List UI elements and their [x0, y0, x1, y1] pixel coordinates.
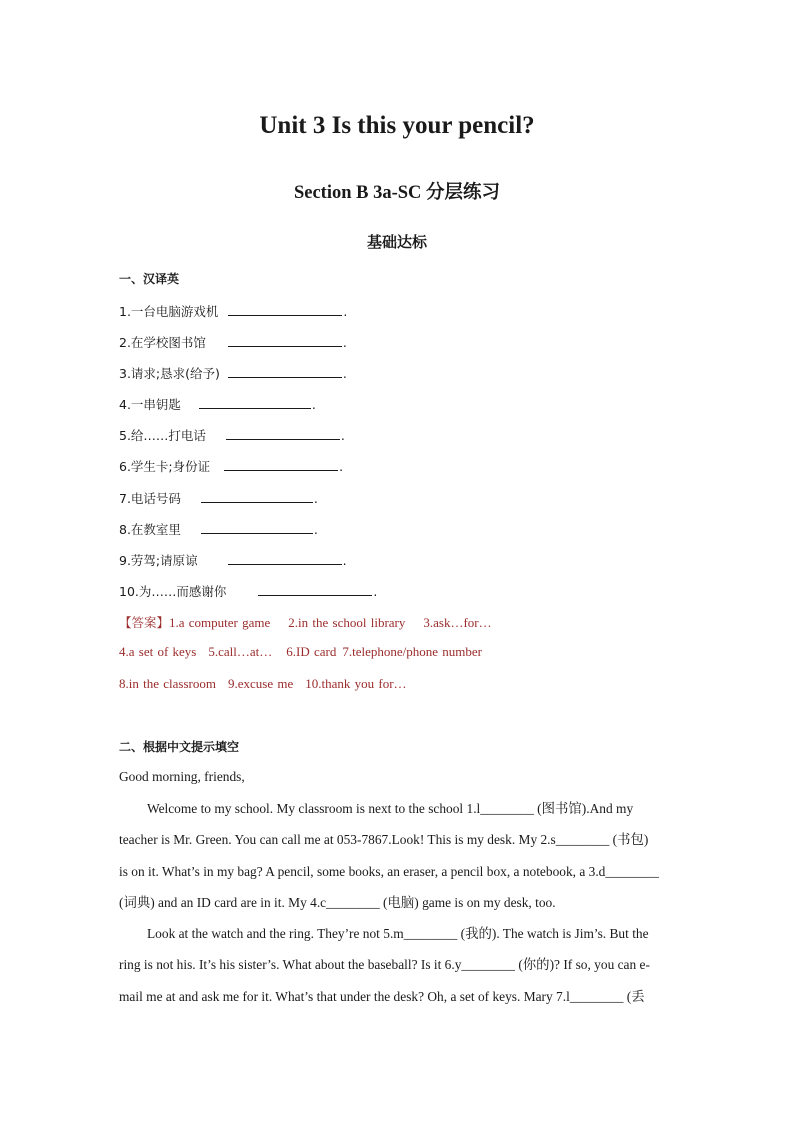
- exercise-item: [119, 395, 316, 413]
- answer-text: 9.excuse me: [227, 676, 294, 691]
- item-label: 10.为……而感谢你: [119, 584, 227, 599]
- item-label: 4.一串钥匙: [119, 397, 181, 412]
- answer-blank[interactable]: [258, 583, 372, 596]
- item-end: .: [373, 584, 378, 599]
- answer-blank[interactable]: [201, 490, 313, 503]
- item-end: .: [313, 491, 318, 506]
- item-label: 6.学生卡;身份证: [119, 459, 211, 474]
- greeting: Good morning, friends,: [119, 769, 245, 784]
- item-end: .: [342, 335, 347, 350]
- answer-blank[interactable]: [226, 427, 340, 440]
- cloze-paragraph: [119, 793, 675, 1012]
- exercise-item: [119, 302, 347, 320]
- answer-blank[interactable]: [228, 552, 342, 565]
- item-end: .: [343, 304, 348, 319]
- paragraph-line: mail me at and ask me for it. What’s that under the desk? Oh, a set of keys. Mary 7.l________ (丢: [119, 988, 645, 1004]
- answer-text: 6.ID card: [286, 644, 337, 659]
- paragraph-line: teacher is Mr. Green. You can call me at 053-7867.Look! This is my desk. My 2.s________ (书包): [119, 832, 649, 848]
- answer-blank[interactable]: [199, 396, 311, 409]
- exercise-item: [119, 457, 343, 475]
- answer-text: 1.a computer game: [169, 615, 271, 630]
- paragraph-line: is on it. What’s in my bag? A pencil, some books, an eraser, a pencil box, a notebook, a 3.d________: [119, 863, 659, 879]
- exercise-item: [119, 551, 347, 569]
- item-end: .: [342, 366, 347, 381]
- exercise-item: [119, 426, 345, 444]
- part1-heading: 一、汉译英: [119, 272, 180, 286]
- answer-text: 5.call…at…: [208, 644, 273, 659]
- item-label: 5.给……打电话: [119, 428, 206, 443]
- item-label: 7.电话号码: [119, 491, 181, 506]
- item-label: 2.在学校图书馆: [119, 335, 206, 350]
- part2-heading: 二、根据中文提示填空: [119, 740, 240, 754]
- answer-blank[interactable]: [201, 521, 313, 534]
- item-end: .: [311, 397, 316, 412]
- paragraph-line: (词典) and an ID card are in it. My 4.c________ (电脑) game is on my desk, too.: [119, 894, 556, 910]
- answer-tag: 【答案】: [119, 615, 170, 630]
- page-subtitle: Section B 3a-SC 分层练习: [293, 183, 501, 203]
- item-label: 8.在教室里: [119, 522, 181, 537]
- item-label: 3.请求;恳求(给予): [119, 366, 220, 381]
- item-label: 1.一台电脑游戏机: [119, 304, 219, 319]
- item-end: .: [313, 522, 318, 537]
- answer-blank[interactable]: [228, 365, 342, 378]
- answer-text: 7.telephone/phone number: [342, 644, 483, 659]
- paragraph-line: ring is not his. It’s his sister’s. What about the baseball? Is it 6.y________ (你的)? If so, you can e-: [119, 957, 650, 973]
- answer-text: 4.a set of keys: [119, 644, 197, 659]
- answer-text: 8.in the classroom: [119, 676, 216, 691]
- answer-text: 3.ask…for…: [423, 615, 492, 630]
- answer-text: 2.in the school library: [288, 615, 406, 630]
- answer-blank[interactable]: [224, 458, 338, 471]
- answer-blank[interactable]: [228, 334, 342, 347]
- exercise-item: [119, 520, 318, 538]
- answer-blank[interactable]: [228, 303, 342, 316]
- page-title: Unit 3 Is this your pencil?: [259, 112, 535, 139]
- paragraph-line: Welcome to my school. My classroom is next to the school 1.l________ (图书馆).And my: [147, 801, 634, 816]
- exercise-item: [119, 364, 347, 382]
- level-heading: 基础达标: [366, 233, 427, 251]
- exercise-item: [119, 333, 347, 351]
- item-end: .: [340, 428, 345, 443]
- answer-text: 10.thank you for…: [305, 676, 407, 691]
- answer-line: [119, 613, 492, 631]
- paragraph-line: Look at the watch and the ring. They’re not 5.m________ (我的). The watch is Jim’s. But the: [147, 926, 649, 942]
- item-end: .: [339, 459, 344, 474]
- item-end: .: [342, 553, 347, 568]
- exercise-item: [119, 582, 377, 600]
- exercise-item: [119, 489, 318, 507]
- answer-line: [119, 644, 482, 660]
- answer-line: [119, 676, 407, 692]
- item-label: 9.劳驾;请原谅: [119, 553, 198, 568]
